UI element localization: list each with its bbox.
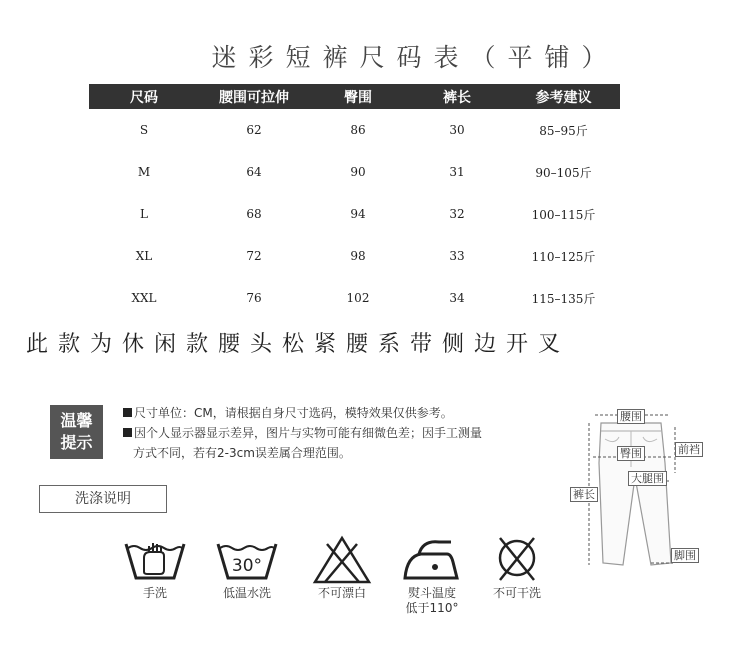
- cell-advice: 85–95斤: [539, 123, 588, 138]
- care-no-bleach: [302, 534, 382, 601]
- tip-badge-line2: 提示: [60, 433, 93, 452]
- label-hip: 臀围: [617, 446, 645, 461]
- wash-temp: 30°: [231, 556, 263, 576]
- cell-waist: 72: [246, 249, 262, 263]
- care-label-2: 低于110°: [405, 601, 459, 615]
- cell-size: XXL: [131, 291, 157, 305]
- care-label: 低温水洗: [222, 586, 271, 600]
- bullet-icon: [123, 428, 132, 437]
- label-leg-opening: 脚围: [671, 548, 699, 563]
- header-length: 裤长: [443, 89, 471, 106]
- table-row: [89, 235, 620, 277]
- hand-wash-icon: [122, 534, 188, 584]
- care-label: 手洗: [142, 586, 167, 600]
- cell-size: XL: [135, 249, 153, 263]
- header-advice: 参考建议: [535, 89, 592, 106]
- header-hip: 臀围: [344, 89, 372, 106]
- header-waist: 腰围可拉伸: [219, 89, 289, 106]
- tip-line-2: 因个人显示器显示差异，图片与实物可能有细微色差；因手工测量: [134, 426, 483, 440]
- care-hand-wash: [115, 534, 195, 601]
- tip-line-3: 方式不同，若有2-3cm误差属合理范围。: [133, 446, 351, 460]
- cell-hip: 90: [350, 165, 366, 179]
- page-title: 迷彩短裤尺码表（平铺）: [211, 43, 619, 72]
- low-temp-wash-icon: [214, 534, 280, 584]
- label-length: 裤长: [570, 487, 598, 502]
- cell-length: 31: [449, 165, 465, 179]
- tip-text: [123, 403, 563, 463]
- table-header: [89, 84, 620, 109]
- care-no-dry-clean: [477, 534, 557, 601]
- care-iron: [392, 534, 472, 616]
- cell-waist: 76: [246, 291, 262, 305]
- iron-icon: [399, 534, 465, 584]
- header-size: 尺码: [130, 89, 158, 106]
- cell-hip: 86: [350, 123, 366, 137]
- cell-advice: 100–115斤: [531, 207, 596, 222]
- cell-size: S: [139, 123, 149, 137]
- table-row: [89, 109, 620, 151]
- no-dry-clean-icon: [484, 534, 550, 584]
- cell-size: M: [137, 165, 151, 179]
- care-label: 不可漂白: [317, 586, 366, 600]
- tip-badge-line1: 温馨: [60, 411, 93, 430]
- table-row: [89, 193, 620, 235]
- no-bleach-icon: [309, 534, 375, 584]
- care-label: 不可干洗: [492, 586, 541, 600]
- cell-size: L: [140, 207, 148, 221]
- cell-length: 32: [449, 207, 465, 221]
- care-low-temp-wash: [207, 534, 287, 601]
- cell-waist: 68: [246, 207, 262, 221]
- label-thigh: 大腿围: [628, 471, 667, 486]
- cell-length: 34: [449, 291, 465, 305]
- table-row: [89, 151, 620, 193]
- cell-advice: 90–105斤: [535, 165, 592, 180]
- cell-length: 33: [449, 249, 465, 263]
- label-waist: 腰围: [617, 409, 645, 424]
- cell-waist: 64: [246, 165, 262, 179]
- cell-hip: 94: [350, 207, 366, 221]
- measurement-diagram: [565, 405, 705, 570]
- care-label: 熨斗温度: [407, 586, 456, 600]
- table-row: [89, 277, 620, 319]
- cell-advice: 115–135斤: [531, 291, 596, 306]
- tip-badge: [50, 405, 103, 459]
- tip-line-1: 尺寸单位：CM，请根据自身尺寸选码，模特效果仅供参考。: [134, 406, 453, 420]
- label-front-rise: 前裆: [675, 442, 703, 457]
- cell-advice: 110–125斤: [531, 249, 596, 264]
- washing-title: 洗涤说明: [39, 485, 167, 513]
- cell-hip: 102: [346, 291, 370, 305]
- bullet-icon: [123, 408, 132, 417]
- cell-hip: 98: [350, 249, 366, 263]
- size-table: [89, 84, 620, 319]
- product-note: 此款为休闲款腰头松紧腰系带侧边开叉: [26, 332, 571, 357]
- cell-length: 30: [449, 123, 465, 137]
- cell-waist: 62: [246, 123, 262, 137]
